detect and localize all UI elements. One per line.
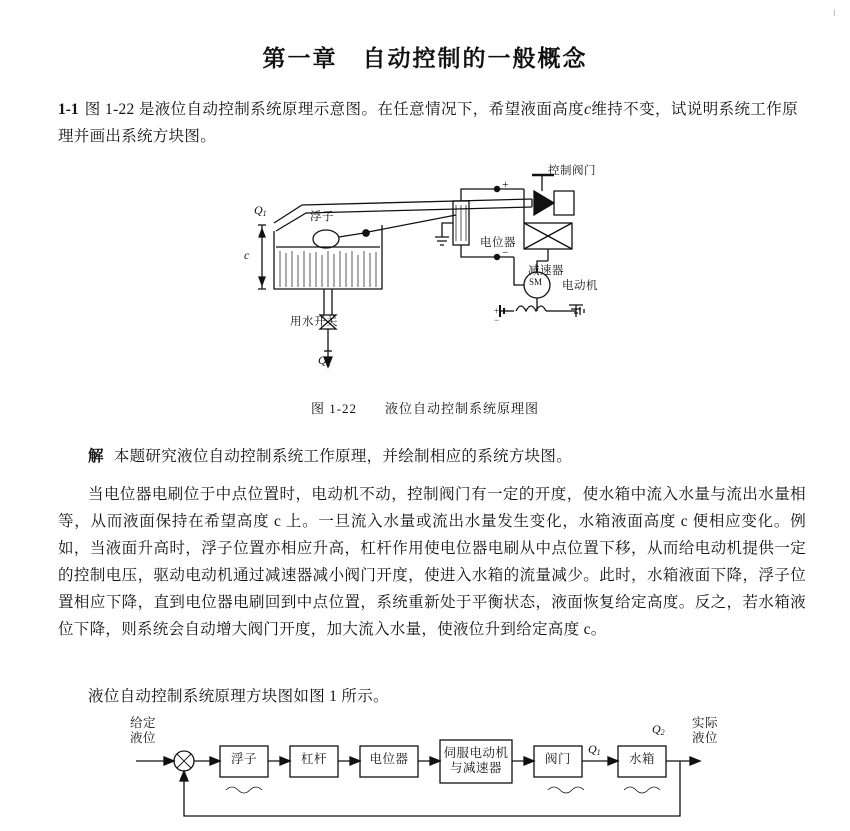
solution-body-text: 当电位器电刷位于中点位置时，电动机不动，控制阀门有一定的开度，使水箱中流入水量与流出水量相等，从而液面保持在希望高度 c 上。一旦流入水量或流出水量发生变化，水箱液面高度 c 便相应变化。例如，当液面升高时，浮子位置亦相应升高，杠杆作用使电位器电刷从中点位置下移，从而给电动机提供一定的控制电压，驱动电动机通过减速器减小阀门开度，使进入水箱的流量减少。此时，水箱液面下降，浮子位置相应下降，直到电位器电刷回到中点位置，系统重新处于平衡状态，液面恢复给定高度。反之，若水箱液位下降，则系统会自动增大阀门开度，加大流入水量，使液位升到给定高度 c。 <box>58 486 806 638</box>
input-label: 给定 液位 <box>130 716 157 745</box>
label-minus-terminal: − <box>502 247 509 259</box>
block-label-lever: 杠杆 <box>300 752 327 766</box>
solution-body <box>58 481 806 643</box>
solution-label: 解 <box>88 448 104 465</box>
label-supply-minus: − <box>494 315 500 325</box>
page-corner-mark: ǀ <box>833 8 836 18</box>
label-plus-terminal: + <box>502 179 509 191</box>
problem-text-before: 图 1-22 是液位自动控制系统原理示意图。在任意情况下，希望液面高度 <box>84 101 585 118</box>
page-title: 第一章 自动控制的一般概念 <box>262 46 588 71</box>
closing-line-text: 液位自动控制系统原理方块图如图 1 所示。 <box>88 688 389 705</box>
problem-text-after: 维持不变，试说明系统工作原理并画出系统方块图。 <box>58 101 799 145</box>
label-control-valve: 控制阀门 <box>548 165 596 177</box>
block-label-servo-motor: 伺服电动机 与减速器 <box>443 746 509 775</box>
output-label: 实际 液位 <box>692 716 719 745</box>
label-reducer: 减速器 <box>528 265 564 277</box>
block-label-valve: 阀门 <box>544 752 571 766</box>
closing-line <box>58 683 802 710</box>
label-inflow-q1: $Q_1$ <box>254 203 267 218</box>
solution-text: 本题研究液位自动控制系统工作原理，并绘制相应的系统方块图。 <box>113 448 573 465</box>
figure-1-22-caption: 图 1-22 液位自动控制系统原理图 <box>310 401 540 416</box>
figure-1-22 <box>232 165 624 390</box>
signal-label-q2: $Q_2$ <box>652 722 665 737</box>
problem-variable: c <box>584 101 592 118</box>
block-label-potentiometer: 电位器 <box>369 752 409 766</box>
label-potentiometer: 电位器 <box>480 237 516 249</box>
label-outflow-q2: $Q_2$ <box>318 353 331 368</box>
block-label-float: 浮子 <box>230 752 257 766</box>
block-diagram <box>118 718 732 831</box>
signal-label-q1: $Q_1$ <box>588 742 601 757</box>
block-label-tank: 水箱 <box>628 752 655 766</box>
label-motor-symbol: SM <box>529 277 543 287</box>
problem-statement <box>58 96 798 150</box>
label-water-switch: 用水开关 <box>290 316 338 328</box>
label-motor: 电动机 <box>562 280 598 292</box>
label-height-c: c <box>244 248 250 262</box>
block-diagram-drawing <box>118 718 732 831</box>
problem-number: 1-1 <box>58 101 79 118</box>
label-supply-plus: + <box>494 306 500 316</box>
solution-intro <box>58 443 802 470</box>
label-float: 浮子 <box>310 211 334 223</box>
